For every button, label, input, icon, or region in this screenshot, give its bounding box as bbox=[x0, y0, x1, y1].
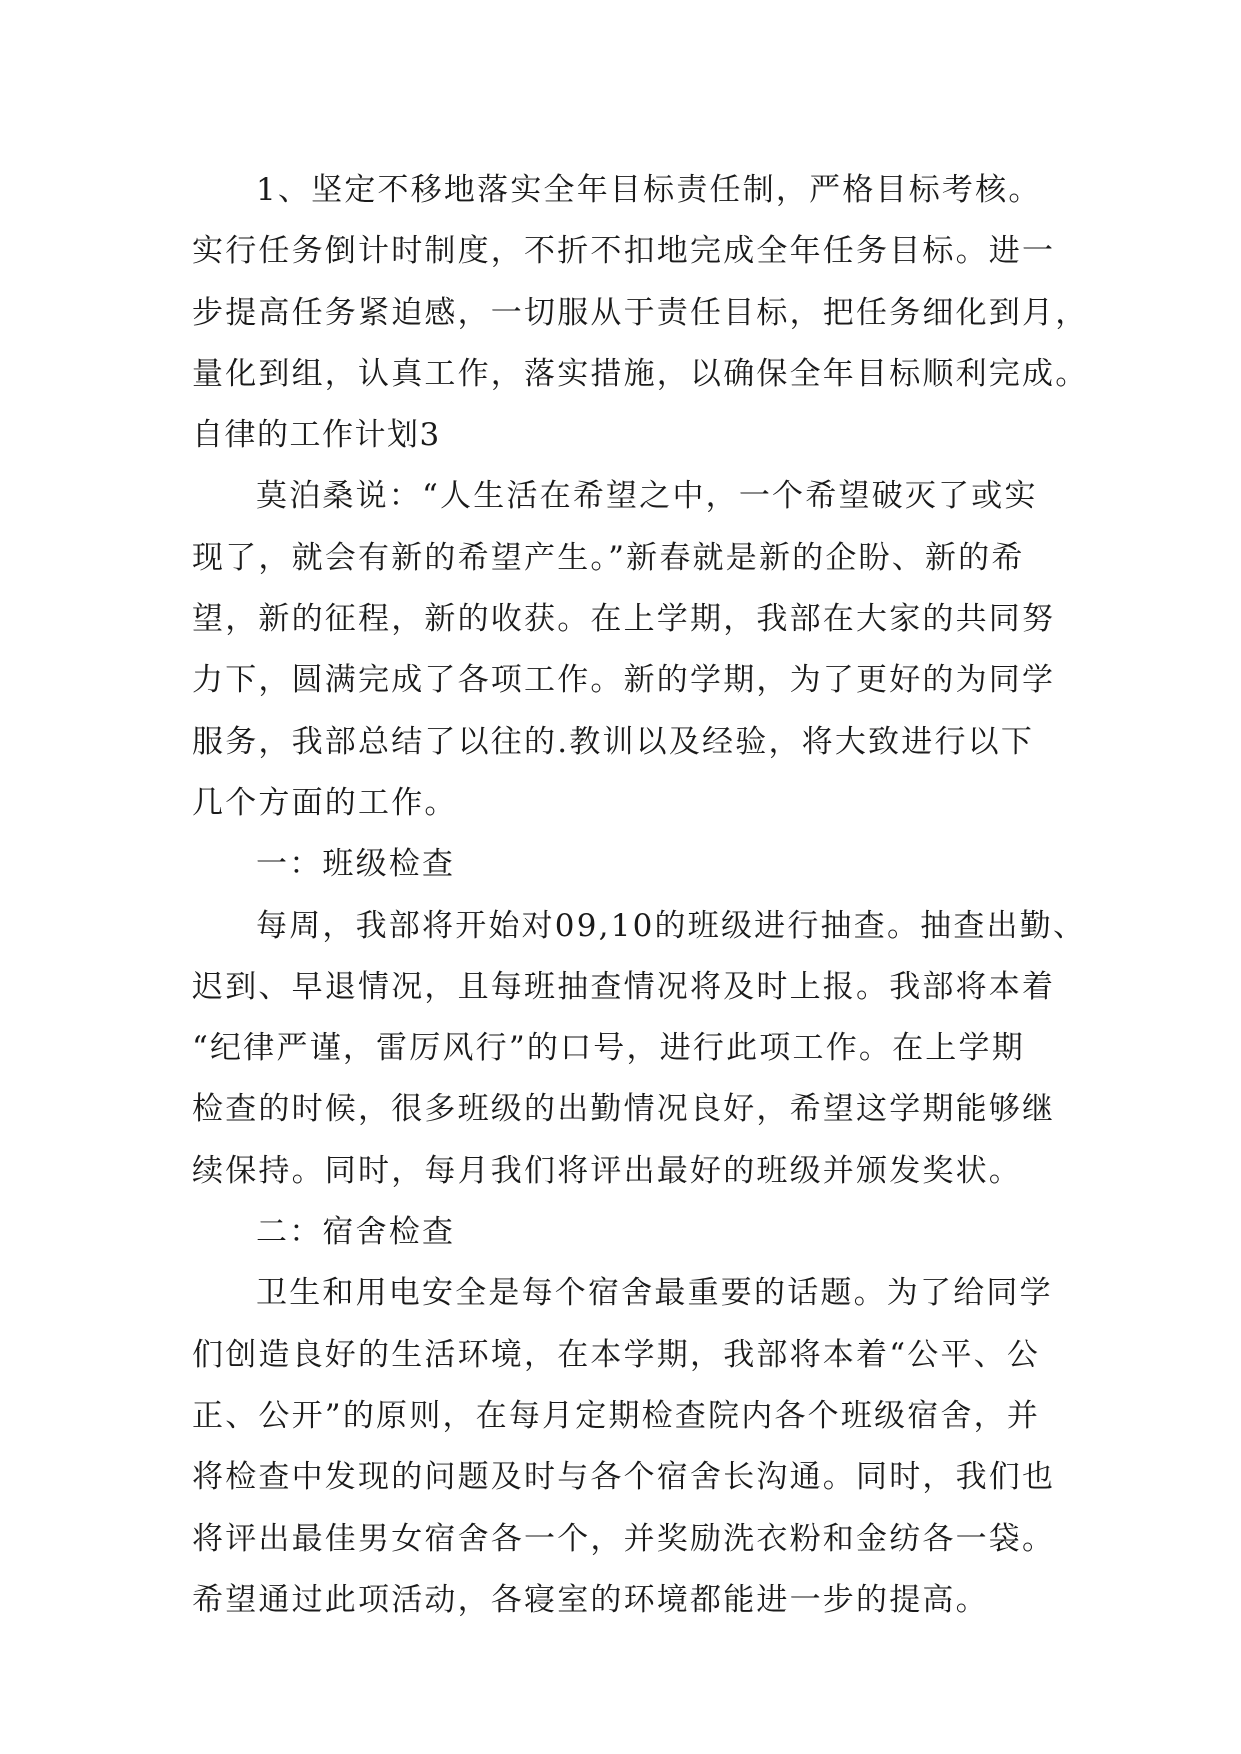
text-line: 续保持。同时，每月我们将评出最好的班级并颁发奖状。 bbox=[192, 1152, 1022, 1189]
subsection-heading: 一：班级检查 bbox=[256, 846, 456, 883]
document-page bbox=[192, 160, 1089, 1631]
text-line: 量化到组，认真工作，落实措施，以确保全年目标顺利完成。 bbox=[192, 355, 1089, 392]
text-line: 将检查中发现的问题及时与各个宿舍长沟通。同时，我们也 bbox=[192, 1459, 1056, 1496]
text-line: 力下，圆满完成了各项工作。新的学期，为了更好的为同学 bbox=[192, 662, 1056, 699]
text-line: 们创造良好的生活环境，在本学期，我部将本着“公平、公 bbox=[192, 1336, 1041, 1373]
text-line: 每周，我部将开始对09,10的班级进行抽查。抽查出勤、 bbox=[256, 907, 1087, 944]
text-line: “纪律严谨，雷厉风行”的口号，进行此项工作。在上学期 bbox=[192, 1030, 1025, 1067]
text-line: 望，新的征程，新的收获。在上学期，我部在大家的共同努 bbox=[192, 601, 1056, 638]
section-title: 自律的工作计划3 bbox=[192, 417, 441, 454]
text-line: 实行任务倒计时制度，不折不扣地完成全年任务目标。进一 bbox=[192, 233, 1056, 270]
text-line: 1、坚定不移地落实全年目标责任制，严格目标考核。 bbox=[256, 172, 1042, 208]
text-line: 几个方面的工作。 bbox=[192, 784, 458, 821]
text-line: 正、公开”的原则，在每月定期检查院内各个班级宿舍，并 bbox=[192, 1397, 1041, 1434]
text-line: 卫生和用电安全是每个宿舍最重要的话题。为了给同学 bbox=[256, 1275, 1053, 1312]
text-line: 将评出最佳男女宿舍各一个，并奖励洗衣粉和金纺各一袋。 bbox=[192, 1520, 1056, 1557]
text-line: 步提高任务紧迫感，一切服从于责任目标，把任务细化到月， bbox=[192, 294, 1089, 331]
text-line: 检查的时候，很多班级的出勤情况良好，希望这学期能够继 bbox=[192, 1091, 1056, 1128]
subsection-heading: 二：宿舍检查 bbox=[256, 1214, 456, 1251]
text-line: 迟到、早退情况，且每班抽查情况将及时上报。我部将本着 bbox=[192, 968, 1056, 1005]
text-line: 服务，我部总结了以往的.教训以及经验，将大致进行以下 bbox=[192, 723, 1035, 760]
text-line: 希望通过此项活动，各寝室的环境都能进一步的提高。 bbox=[192, 1581, 989, 1618]
text-line: 莫泊桑说：“人生活在希望之中，一个希望破灭了或实 bbox=[256, 478, 1038, 515]
text-line: 现了，就会有新的希望产生。”新春就是新的企盼、新的希 bbox=[192, 539, 1025, 576]
